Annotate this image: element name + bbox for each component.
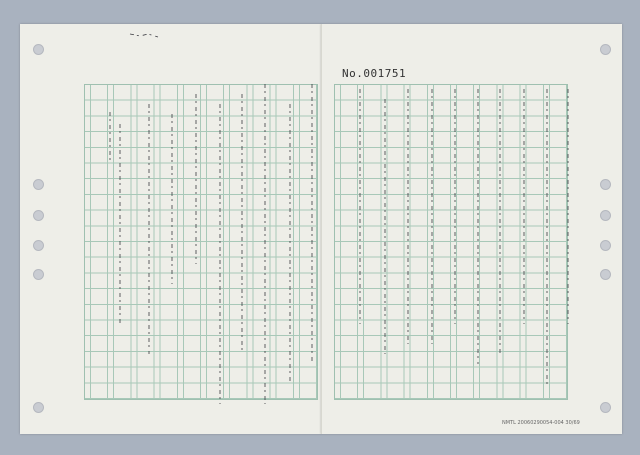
manuscript-grid-right (334, 84, 568, 400)
punch-hole (600, 402, 611, 413)
punch-hole (33, 240, 44, 251)
manuscript-page-right (321, 24, 622, 434)
punch-hole (33, 269, 44, 280)
punch-hole (33, 402, 44, 413)
punch-hole (33, 179, 44, 190)
punch-hole (600, 210, 611, 221)
punch-hole (33, 44, 44, 55)
punch-hole (600, 240, 611, 251)
archive-caption: NMTL 20060290054-004 30/69 (502, 420, 580, 426)
punch-hole (600, 44, 611, 55)
punch-hole (600, 179, 611, 190)
manuscript-grid-left (84, 84, 318, 400)
serial-number: No.001751 (342, 67, 407, 80)
manuscript-page-left (20, 24, 321, 434)
punch-hole (600, 269, 611, 280)
punch-hole (33, 210, 44, 221)
